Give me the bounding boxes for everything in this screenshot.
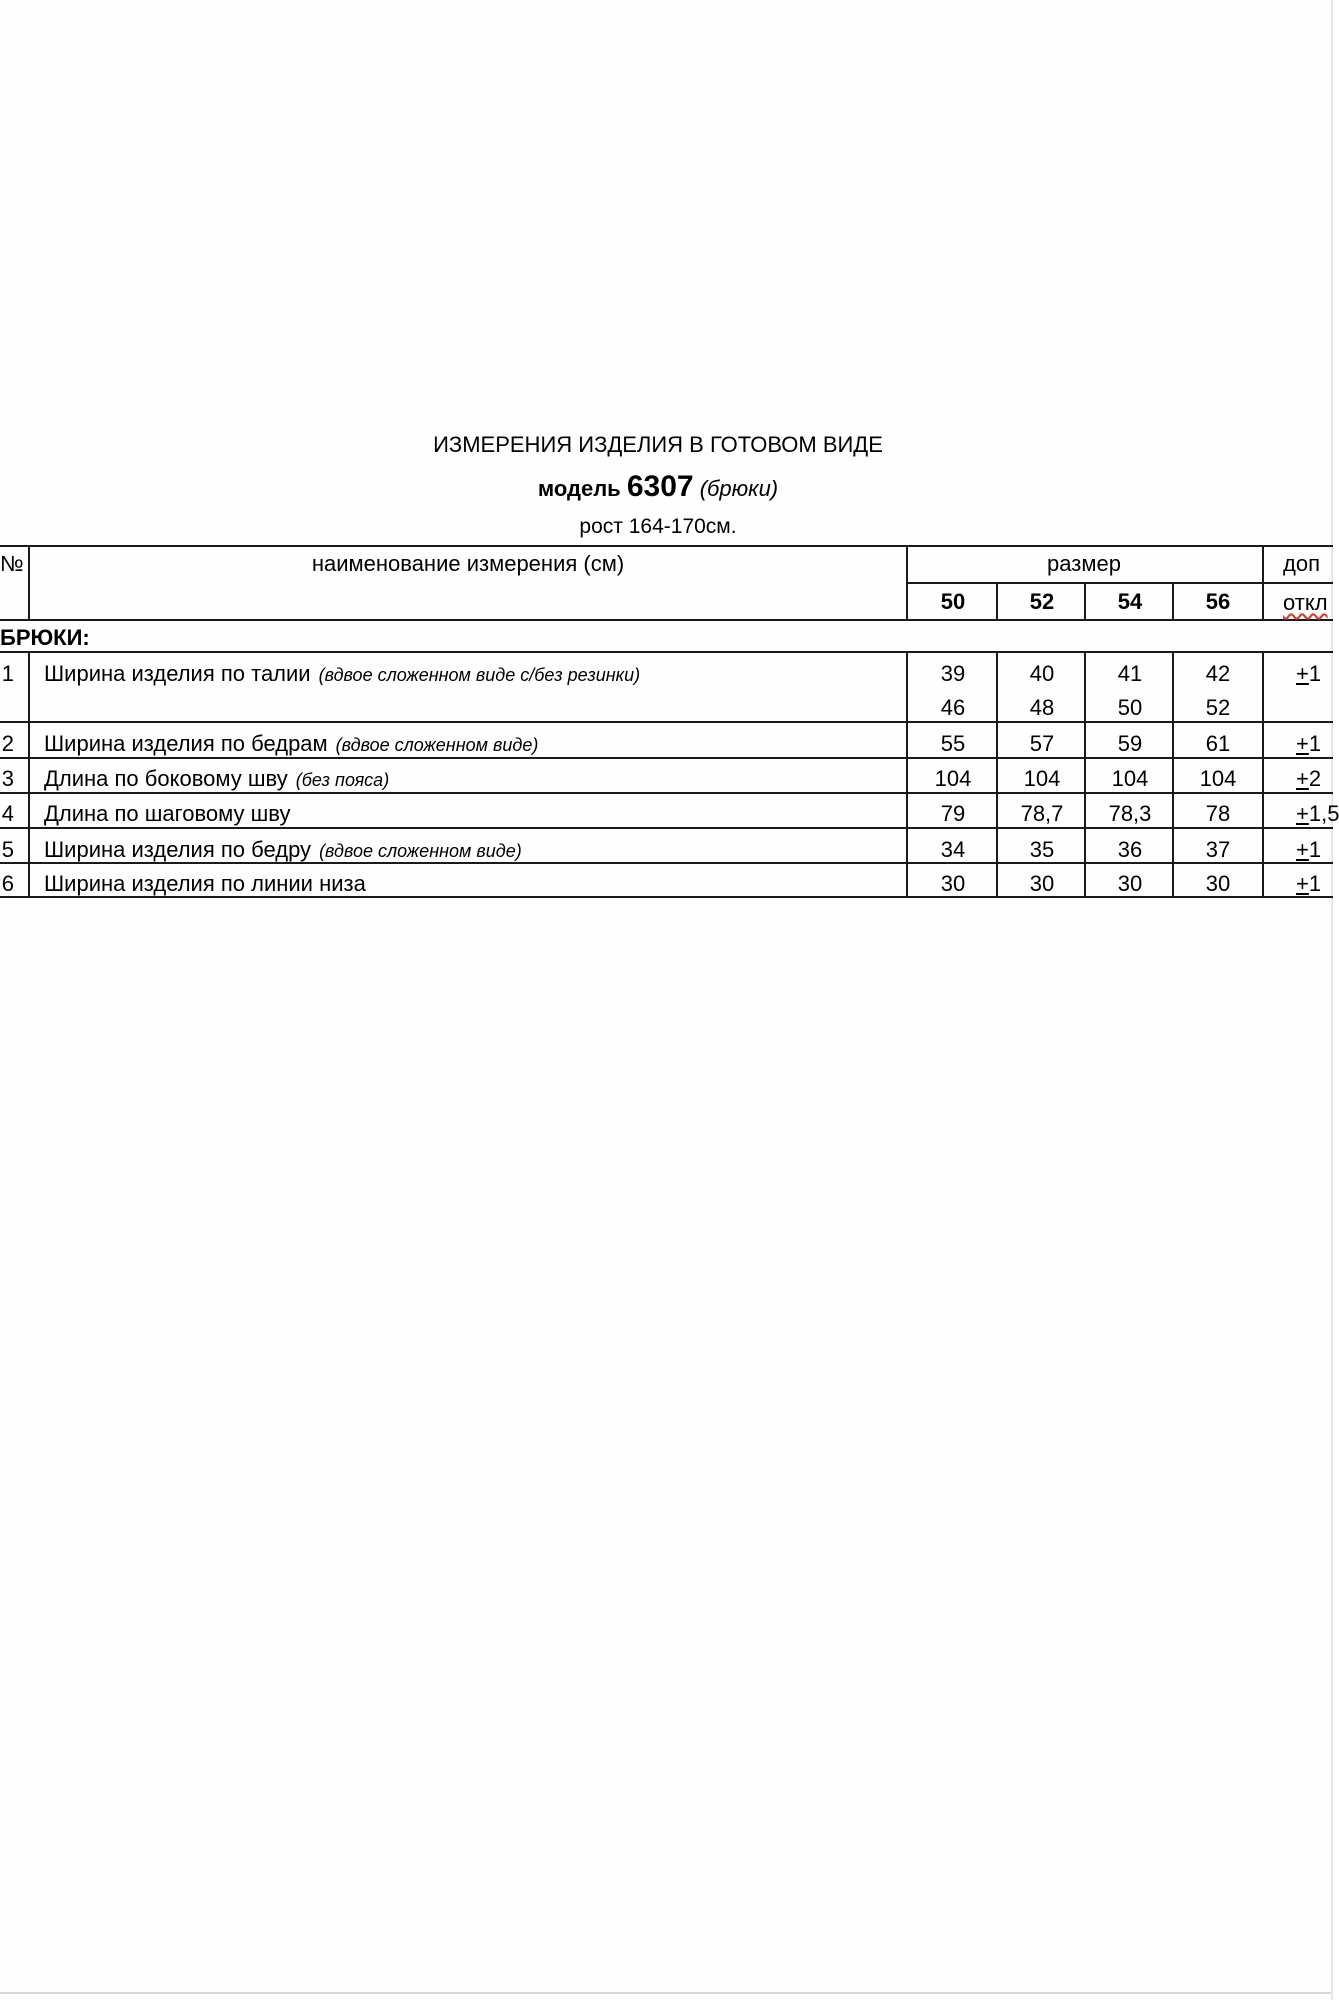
tolerance-header-divider: [1262, 582, 1333, 584]
model-line: [0, 470, 1316, 504]
col-tolerance-header-2: [1283, 590, 1333, 616]
model-label: модель: [537, 476, 621, 501]
size-54-header: 54: [1117, 589, 1143, 614]
measurement-note: (вдвое сложенном виде): [335, 735, 539, 755]
size-50-header: 50: [940, 589, 966, 614]
tolerance-subheader: откл: [1283, 590, 1328, 615]
size-value: 30: [940, 871, 966, 896]
tolerance-number: 1: [1308, 731, 1322, 756]
size-value: 35: [1029, 837, 1055, 862]
size-value-secondary: 46: [940, 695, 966, 720]
row-number: 1: [1, 661, 14, 686]
tolerance-number: 2: [1308, 766, 1322, 791]
measurement-name: [44, 801, 290, 827]
row-divider: [0, 792, 1333, 794]
size-value: 55: [940, 731, 966, 756]
measurement-label: Длина по боковому шву: [44, 766, 288, 791]
plus-minus-sign: +: [1296, 837, 1309, 862]
size-value: 30: [1029, 871, 1055, 896]
measurement-label: Длина по шаговому шву: [44, 801, 291, 826]
size-value: 104: [1111, 766, 1149, 791]
size-value-secondary: 52: [1205, 695, 1231, 720]
plus-minus-sign: +: [1296, 731, 1309, 756]
size-value: 104: [934, 766, 972, 791]
measurement-name: [44, 731, 538, 757]
size-value: 40: [1029, 661, 1055, 686]
height-range: рост 164-170см.: [579, 515, 737, 538]
row-divider: [0, 721, 1333, 723]
size-value: 42: [1205, 661, 1231, 686]
measurement-label: Ширина изделия по линии низа: [44, 871, 366, 896]
size-value: 104: [1199, 766, 1237, 791]
tolerance-value: [1296, 731, 1333, 757]
measurement-name: [44, 871, 366, 897]
size-value: 34: [940, 837, 966, 862]
measurement-note: (вдвое сложенном виде с/без резинки): [318, 665, 641, 685]
section-label: БРЮКИ:: [0, 625, 90, 650]
size-value-secondary: 50: [1117, 695, 1143, 720]
row-divider: [0, 757, 1333, 759]
size-value: 78,7: [1020, 801, 1064, 826]
row-divider: [0, 827, 1333, 829]
size-value: 79: [940, 801, 966, 826]
measurement-label: Ширина изделия по бедрам: [44, 731, 328, 756]
row-number: 6: [1, 871, 14, 896]
size-value: 41: [1117, 661, 1143, 686]
bottom-edge-line: [0, 1992, 1333, 1994]
measurement-note: (вдвое сложенном виде): [319, 841, 522, 861]
measurement-name: [44, 766, 389, 792]
plus-minus-sign: +: [1296, 661, 1309, 686]
size-value-secondary: 48: [1029, 695, 1055, 720]
measurement-note: (без пояса): [295, 770, 390, 790]
size-value: 39: [940, 661, 966, 686]
table-top-border: [0, 545, 1333, 547]
size-value: 59: [1117, 731, 1143, 756]
tolerance-number: 1: [1308, 661, 1322, 686]
size-value: 57: [1029, 731, 1055, 756]
col-num-header: №: [0, 551, 24, 576]
measurement-name: [44, 837, 522, 863]
col-size-divider-header: [1262, 545, 1264, 621]
size-value: 104: [1023, 766, 1061, 791]
col-size-header: размер: [1047, 551, 1121, 576]
col-size-divider: [1262, 651, 1264, 898]
tolerance-number: 1: [1308, 837, 1322, 862]
size-value: 78: [1205, 801, 1231, 826]
tolerance-value: [1296, 766, 1333, 792]
size-56-header: 56: [1205, 589, 1231, 614]
row-number: 2: [1, 731, 14, 756]
document-title: ИЗМЕРЕНИЯ ИЗДЕЛИЯ В ГОТОВОМ ВИДЕ: [433, 432, 883, 457]
plus-minus-sign: +: [1296, 801, 1309, 826]
row-number: 5: [1, 837, 14, 862]
tolerance-value: [1296, 801, 1339, 827]
size-value: 36: [1117, 837, 1143, 862]
size-value: 37: [1205, 837, 1231, 862]
row-number: 3: [1, 766, 14, 791]
tolerance-value: [1296, 661, 1333, 687]
tolerance-number: 1,5: [1308, 801, 1339, 826]
measurement-label: Ширина изделия по бедру: [44, 837, 312, 862]
col-name-header: наименование измерения (см): [311, 551, 625, 576]
plus-minus-sign: +: [1296, 766, 1309, 791]
size-value: 61: [1205, 731, 1231, 756]
plus-minus-sign: +: [1296, 871, 1309, 896]
col-tolerance-header: доп: [1283, 551, 1320, 576]
col-num-divider: [28, 651, 30, 898]
model-number: 6307: [626, 470, 694, 503]
size-value: 78,3: [1108, 801, 1152, 826]
model-type: (брюки): [699, 476, 779, 501]
row-number: 4: [1, 801, 14, 826]
right-edge-line: [1331, 0, 1333, 2000]
section-divider: [0, 651, 1333, 653]
tolerance-value: [1296, 871, 1333, 897]
tolerance-number: 1: [1308, 871, 1322, 896]
measurement-label: Ширина изделия по талии: [44, 661, 311, 686]
size-value: 30: [1205, 871, 1231, 896]
tolerance-value: [1296, 837, 1333, 863]
measurement-name: [44, 661, 640, 687]
size-value: 30: [1117, 871, 1143, 896]
header-bottom-border: [0, 619, 1333, 621]
size-52-header: 52: [1029, 589, 1055, 614]
